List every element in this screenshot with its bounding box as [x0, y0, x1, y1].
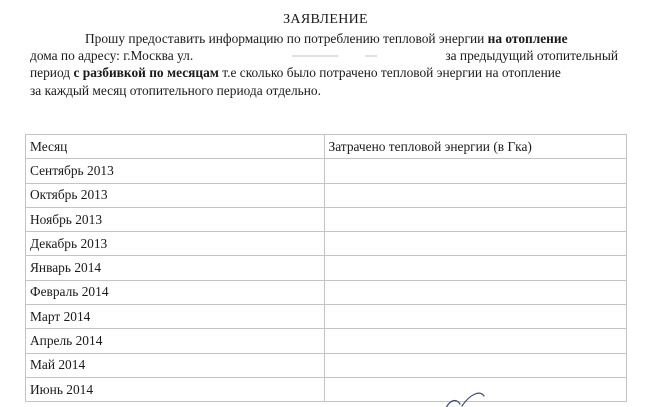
- month-cell: Июнь 2014: [26, 377, 325, 401]
- redacted-mark: [292, 55, 338, 57]
- paragraph-line-3-bold: с разбивкой по месяцам: [73, 65, 219, 81]
- paragraph-line-3-start: период: [30, 65, 74, 81]
- paragraph-line-3-end: т.е сколько было потрачено тепловой энергии на отопление: [218, 65, 561, 81]
- month-cell: Ноябрь 2013: [26, 207, 325, 231]
- month-cell: Январь 2014: [26, 256, 325, 280]
- table-row: [26, 232, 627, 256]
- redacted-mark: [365, 55, 377, 57]
- month-cell: Май 2014: [26, 353, 325, 377]
- column-header-energy: Затрачено тепловой энергии (в Гка): [324, 135, 627, 159]
- table-row: [26, 159, 627, 183]
- document-title: ЗАЯВЛЕНИЕ: [283, 12, 368, 27]
- paragraph-line-2: [30, 47, 618, 64]
- energy-cell: [324, 329, 627, 353]
- paragraph-line-3: [30, 64, 618, 81]
- table-row: [26, 353, 627, 377]
- table-row: [26, 377, 627, 401]
- paragraph-line-1: [30, 30, 618, 47]
- paragraph-line-2-right: за предыдущий отопительный: [445, 48, 618, 64]
- table-row: [26, 280, 627, 304]
- energy-cell: [324, 207, 627, 231]
- table-header-row: [26, 135, 627, 159]
- month-cell: Март 2014: [26, 305, 325, 329]
- energy-cell: [324, 353, 627, 377]
- column-header-month: Месяц: [26, 135, 325, 159]
- energy-cell: [324, 280, 627, 304]
- energy-cell: [324, 305, 627, 329]
- table-row: [26, 256, 627, 280]
- signature-mark: [440, 390, 500, 407]
- energy-cell: [324, 159, 627, 183]
- paragraph-line-1-text: Прошу предоставить информацию по потреблению тепловой энергии: [85, 31, 488, 46]
- energy-cell: [324, 256, 627, 280]
- paragraph-line-4: [30, 82, 618, 99]
- table-row: [26, 207, 627, 231]
- month-cell: Февраль 2014: [26, 280, 325, 304]
- table-row: [26, 305, 627, 329]
- table-body: [26, 135, 627, 402]
- energy-cell: [324, 232, 627, 256]
- monthly-energy-table: [25, 134, 627, 402]
- energy-cell: [324, 183, 627, 207]
- request-paragraph: [30, 30, 618, 99]
- month-cell: Сентябрь 2013: [26, 159, 325, 183]
- paragraph-line-2-left: дома по адресу: г.Москва ул.: [30, 48, 194, 64]
- table-row: [26, 183, 627, 207]
- month-cell: Апрель 2014: [26, 329, 325, 353]
- month-cell: Декабрь 2013: [26, 232, 325, 256]
- month-cell: Октябрь 2013: [26, 183, 325, 207]
- table-row: [26, 329, 627, 353]
- paragraph-line-1-bold: на отопление: [487, 31, 568, 46]
- paragraph-line-4-text: за каждый месяц отопительного периода отдельно.: [30, 82, 321, 98]
